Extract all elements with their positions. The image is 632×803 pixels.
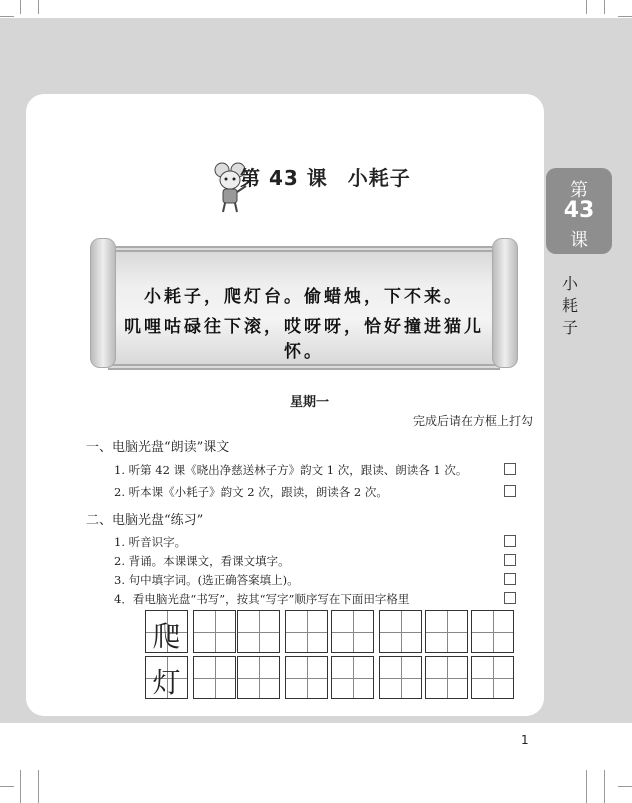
poem-scroll [90,238,518,368]
section-heading-read: 一、电脑光盘“朗读”课文 [86,440,230,455]
side-title-char: 子 [561,318,578,337]
crop-mark [604,0,605,14]
tab-line-1: 第 [570,180,588,201]
crop-mark [618,786,632,787]
model-char-cell [145,610,188,653]
crop-mark [586,770,587,803]
task-item: 1. 听第 42 课《晓出净慈送林子方》韵文 1 次，跟读、朗读各 1 次。 [114,463,468,477]
grid-cell[interactable] [379,610,422,653]
grid-cell[interactable] [379,656,422,699]
crop-mark [586,0,587,14]
checkbox-icon[interactable] [504,535,516,547]
grid-cell[interactable] [425,656,468,699]
lesson-name: 小耗子 [347,166,411,190]
lesson-tab [546,168,612,254]
crop-mark [0,786,14,787]
side-title-char: 耗 [561,296,578,315]
model-char: 爬 [152,620,181,653]
checkbox-icon[interactable] [504,485,516,497]
grid-cell[interactable] [331,656,374,699]
crop-mark [604,770,605,803]
task-item: 1. 听音识字。 [114,535,187,549]
section-heading-practice: 二、电脑光盘“练习” [86,513,204,528]
grid-cell[interactable] [193,610,236,653]
grid-cell[interactable] [331,610,374,653]
tab-line-3: 课 [570,230,588,251]
model-char: 灯 [152,666,181,699]
task-item: 4．看电脑光盘“书写”，按其“写字”顺序写在下面田字格里 [114,592,410,606]
scroll-roller-right [492,238,518,368]
crop-mark [0,16,14,17]
checkbox-icon[interactable] [504,573,516,585]
grid-cell[interactable] [285,610,328,653]
poem-line-1: 小耗子，爬灯台。偷蜡烛，下不来。 [144,287,464,307]
task-item: 2. 背诵。本课课文，看课文填字。 [114,554,290,568]
crop-mark [20,770,21,803]
page-number: 1 [521,733,529,747]
lesson-number: 第 43 课 [240,166,328,190]
page-title [240,162,411,191]
grid-cell[interactable] [237,610,280,653]
side-title [560,273,580,339]
crop-mark [38,770,39,803]
side-title-char: 小 [561,274,578,293]
grid-cell[interactable] [425,610,468,653]
completion-hint: 完成后请在方框上打勾 [413,414,534,428]
checkbox-icon[interactable] [504,592,516,604]
scroll-roller-left [90,238,116,368]
crop-mark [618,16,632,17]
grid-cell[interactable] [193,656,236,699]
tab-lesson-number: 43 [563,198,595,223]
grid-cell[interactable] [237,656,280,699]
day-label: 星期一 [290,395,330,410]
poem-line-2: 叽哩咕碌往下滚，哎呀呀，恰好撞进猫儿怀。 [124,317,484,362]
model-char-cell [145,656,188,699]
crop-mark [20,0,21,14]
crop-mark [38,0,39,14]
grid-cell[interactable] [471,610,514,653]
grid-cell[interactable] [285,656,328,699]
checkbox-icon[interactable] [504,554,516,566]
task-item: 2. 听本课《小耗子》韵文 2 次，跟读，朗读各 2 次。 [114,485,388,499]
grid-cell[interactable] [471,656,514,699]
task-item: 3. 句中填字词。(选正确答案填上)。 [114,573,299,587]
scroll-paper [108,246,500,370]
checkbox-icon[interactable] [504,463,516,475]
